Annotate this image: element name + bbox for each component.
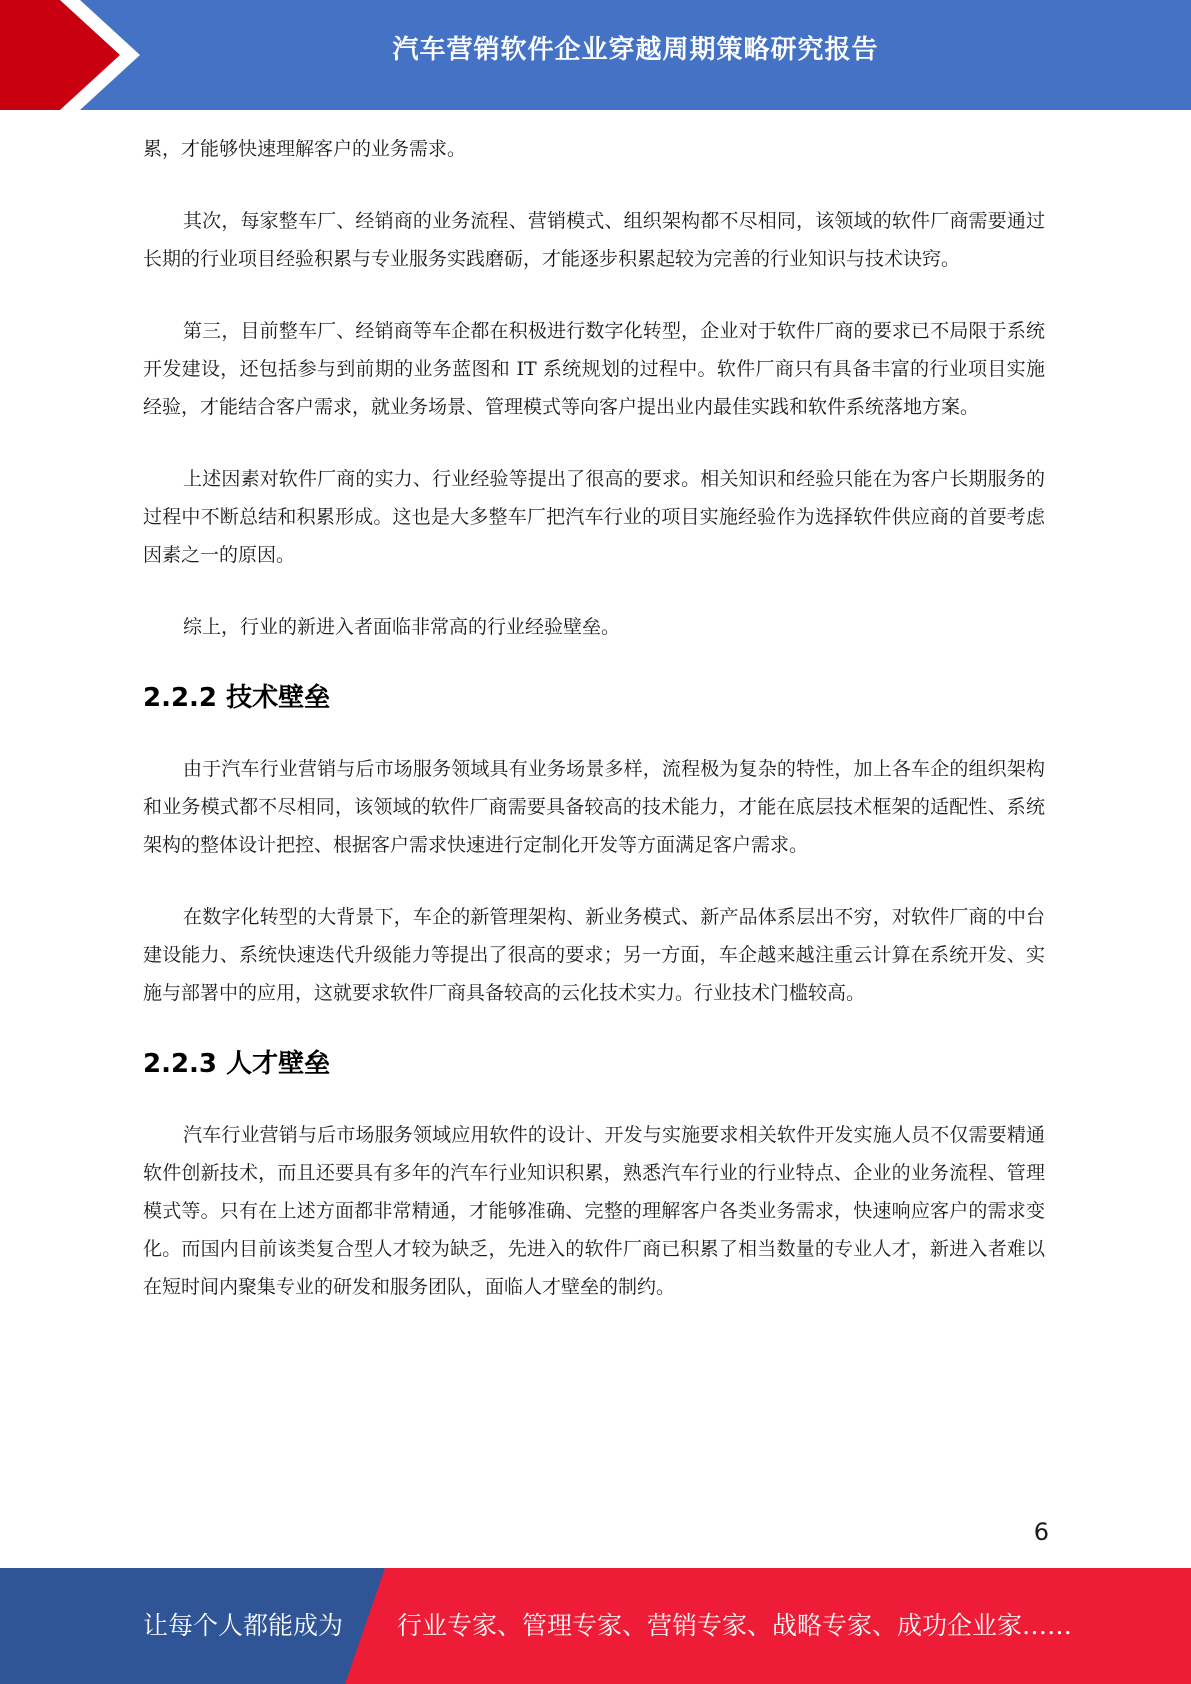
page-number: 6 [1033, 1518, 1049, 1546]
section-heading-talent-barrier: 2.2.3 人才壁垒 [143, 1049, 331, 1079]
footer-slogan-left: 让每个人都能成为 [143, 1611, 344, 1640]
report-title: 汽车营销软件企业穿越周期策略研究报告 [392, 35, 879, 65]
paragraph-tech-2: 在数字化转型的大背景下，车企的新管理架构、新业务模式、新产品体系层出不穷，对软件厂商的中台建设能力、系统快速迭代升级能力等提出了很高的要求；另一方面，车企越来越注重云计算在系统开发、实施与部署中的应用，这就要求软件厂商具备较高的云化技术实力。行业技术门槛较高。 [143, 906, 1045, 1004]
page-header [0, 0, 1191, 110]
footer-slogan-right: 行业专家、管理专家、营销专家、战略专家、成功企业家…… [397, 1611, 1073, 1640]
paragraph-secondly: 其次，每家整车厂、经销商的业务流程、营销模式、组织架构都不尽相同，该领域的软件厂商需要通过长期的行业项目经验积累与专业服务实践磨砺，才能逐步积累起较为完善的行业知识与技术诀窍。 [143, 210, 1045, 270]
paragraph-continuation: 累，才能够快速理解客户的业务需求。 [143, 138, 467, 160]
paragraph-factors: 上述因素对软件厂商的实力、行业经验等提出了很高的要求。相关知识和经验只能在为客户长期服务的过程中不断总结和积累形成。这也是大多整车厂把汽车行业的项目实施经验作为选择软件供应商的首要考虑因素之一的原因。 [143, 468, 1045, 566]
paragraph-tech-1: 由于汽车行业营销与后市场服务领域具有业务场景多样，流程极为复杂的特性，加上各车企的组织架构和业务模式都不尽相同，该领域的软件厂商需要具备较高的技术能力，才能在底层技术框架的适配性、系统架构的整体设计把控、根据客户需求快速进行定制化开发等方面满足客户需求。 [143, 758, 1045, 856]
header-chevron-graphic [0, 0, 160, 110]
section-heading-tech-barrier: 2.2.2 技术壁垒 [143, 683, 331, 713]
page-content [143, 130, 1045, 1340]
paragraph-summary: 综上，行业的新进入者面临非常高的行业经验壁垒。 [183, 616, 621, 638]
page-footer [0, 1568, 1191, 1684]
paragraph-thirdly: 第三，目前整车厂、经销商等车企都在积极进行数字化转型，企业对于软件厂商的要求已不局限于系统开发建设，还包括参与到前期的业务蓝图和 IT 系统规划的过程中。软件厂商只有具备丰富的行业项目实施经验，才能结合客户需求，就业务场景、管理模式等向客户提出业内最佳实践和软件系统落地方案。 [143, 320, 1045, 418]
paragraph-talent: 汽车行业营销与后市场服务领域应用软件的设计、开发与实施要求相关软件开发实施人员不仅需要精通软件创新技术，而且还要具有多年的汽车行业知识积累，熟悉汽车行业的行业特点、企业的业务流程、管理模式等。只有在上述方面都非常精通，才能够准确、完整的理解客户各类业务需求，快速响应客户的需求变化。而国内目前该类复合型人才较为缺乏，先进入的软件厂商已积累了相当数量的专业人才，新进入者难以在短时间内聚集专业的研发和服务团队，面临人才壁垒的制约。 [143, 1124, 1045, 1298]
chevron-red-shape [0, 0, 120, 110]
